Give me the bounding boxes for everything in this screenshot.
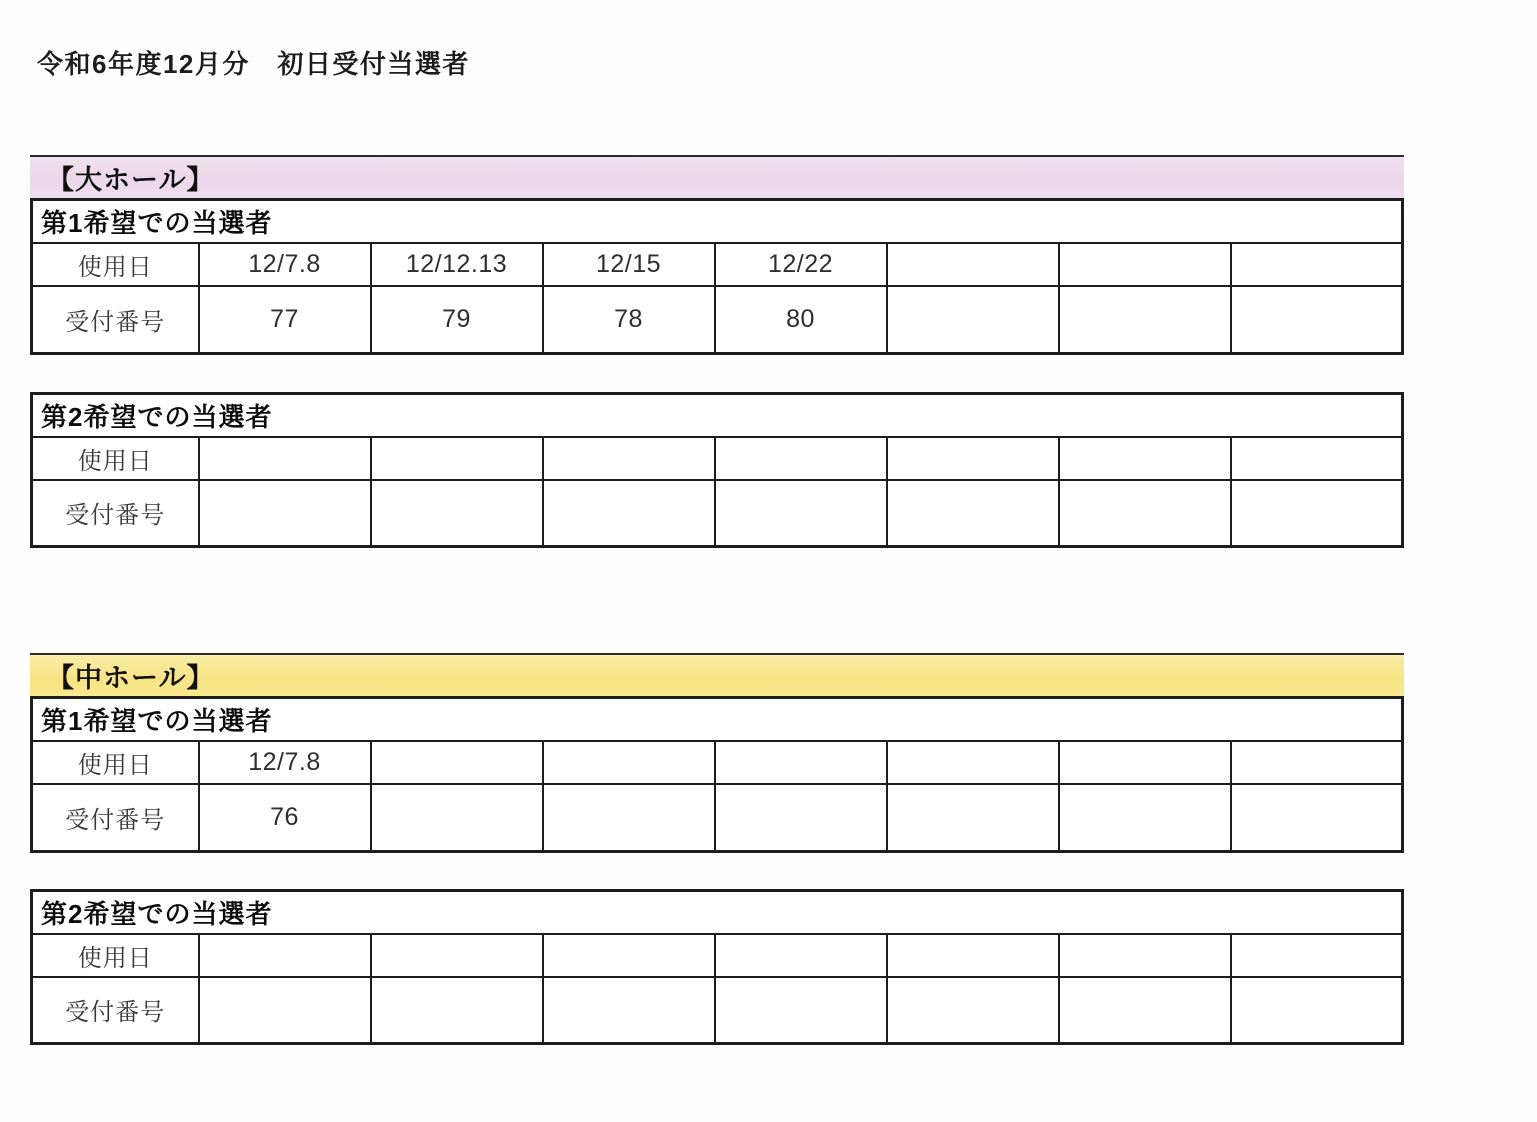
usage-date-cell (1231, 741, 1403, 784)
usage-date-cell: 12/15 (543, 243, 715, 286)
reception-number-label: 受付番号 (32, 977, 199, 1044)
reception-number-cell (1231, 286, 1403, 353)
reception-number-cell (371, 480, 543, 547)
usage-date-cell (887, 437, 1059, 480)
reception-number-cell (1231, 784, 1403, 851)
reception-number-cell (371, 784, 543, 851)
usage-date-cell (1059, 437, 1231, 480)
usage-date-cell (543, 741, 715, 784)
reception-number-cell (1059, 286, 1231, 353)
reception-number-cell (887, 286, 1059, 353)
usage-date-cell: 12/22 (715, 243, 887, 286)
usage-date-cell (715, 437, 887, 480)
reception-number-cell (887, 977, 1059, 1044)
reception-number-label: 受付番号 (32, 784, 199, 851)
reception-number-cell (371, 977, 543, 1044)
table-row (32, 437, 1403, 480)
reception-number-cell (715, 480, 887, 547)
usage-date-label: 使用日 (32, 437, 199, 480)
reception-number-cell (887, 480, 1059, 547)
usage-date-cell: 12/7.8 (199, 741, 371, 784)
reception-number-cell (887, 784, 1059, 851)
table-row (32, 977, 1403, 1044)
table-caption: 第2希望での当選者 (32, 890, 1403, 934)
usage-date-cell (1231, 934, 1403, 977)
table-row (32, 741, 1403, 784)
table-caption: 第2希望での当選者 (32, 393, 1403, 437)
reception-number-cell (1059, 977, 1231, 1044)
usage-date-cell (199, 934, 371, 977)
reception-number-cell (543, 784, 715, 851)
reception-number-label: 受付番号 (32, 286, 199, 353)
reception-number-cell (715, 784, 887, 851)
table-row (32, 934, 1403, 977)
table-row (32, 784, 1403, 851)
table-caption-row (32, 890, 1403, 934)
winners-table-large-second-choice (30, 392, 1404, 549)
usage-date-cell (887, 741, 1059, 784)
reception-number-cell (715, 977, 887, 1044)
usage-date-label: 使用日 (32, 741, 199, 784)
reception-number-cell (1231, 977, 1403, 1044)
usage-date-cell (887, 243, 1059, 286)
table-caption-row (32, 698, 1403, 742)
usage-date-label: 使用日 (32, 934, 199, 977)
usage-date-cell (1059, 741, 1231, 784)
hall-header-bar-medium (30, 653, 1404, 696)
usage-date-cell (371, 934, 543, 977)
usage-date-label: 使用日 (32, 243, 199, 286)
usage-date-cell (371, 741, 543, 784)
reception-number-label: 受付番号 (32, 480, 199, 547)
hall-header-bar-large (30, 155, 1404, 198)
usage-date-cell (1059, 934, 1231, 977)
usage-date-cell: 12/12.13 (371, 243, 543, 286)
section-medium-hall (30, 653, 1404, 1045)
winners-table-medium-first-choice (30, 696, 1404, 853)
table-row (32, 286, 1403, 353)
table-row (32, 243, 1403, 286)
reception-number-cell: 80 (715, 286, 887, 353)
reception-number-cell (543, 977, 715, 1044)
reception-number-cell (199, 977, 371, 1044)
usage-date-cell (715, 934, 887, 977)
usage-date-cell (1231, 243, 1403, 286)
table-caption: 第1希望での当選者 (32, 200, 1403, 244)
usage-date-cell (543, 934, 715, 977)
usage-date-cell (371, 437, 543, 480)
hall-title-large: 【大ホール】 (47, 165, 215, 195)
usage-date-cell (1059, 243, 1231, 286)
reception-number-cell (199, 480, 371, 547)
table-row (32, 480, 1403, 547)
page-title: 令和6年度12月分 初日受付当選者 (37, 49, 470, 79)
reception-number-cell (1059, 784, 1231, 851)
reception-number-cell: 78 (543, 286, 715, 353)
section-large-hall (30, 155, 1404, 548)
winners-table-large-first-choice (30, 198, 1404, 355)
reception-number-cell: 77 (199, 286, 371, 353)
usage-date-cell (887, 934, 1059, 977)
usage-date-cell (543, 437, 715, 480)
usage-date-cell (1231, 437, 1403, 480)
table-caption: 第1希望での当選者 (32, 698, 1403, 742)
reception-number-cell: 76 (199, 784, 371, 851)
usage-date-cell: 12/7.8 (199, 243, 371, 286)
reception-number-cell (1059, 480, 1231, 547)
winners-table-medium-second-choice (30, 889, 1404, 1046)
usage-date-cell (715, 741, 887, 784)
reception-number-cell (543, 480, 715, 547)
hall-title-medium: 【中ホール】 (47, 663, 215, 693)
table-caption-row (32, 200, 1403, 244)
reception-number-cell: 79 (371, 286, 543, 353)
usage-date-cell (199, 437, 371, 480)
table-caption-row (32, 393, 1403, 437)
reception-number-cell (1231, 480, 1403, 547)
